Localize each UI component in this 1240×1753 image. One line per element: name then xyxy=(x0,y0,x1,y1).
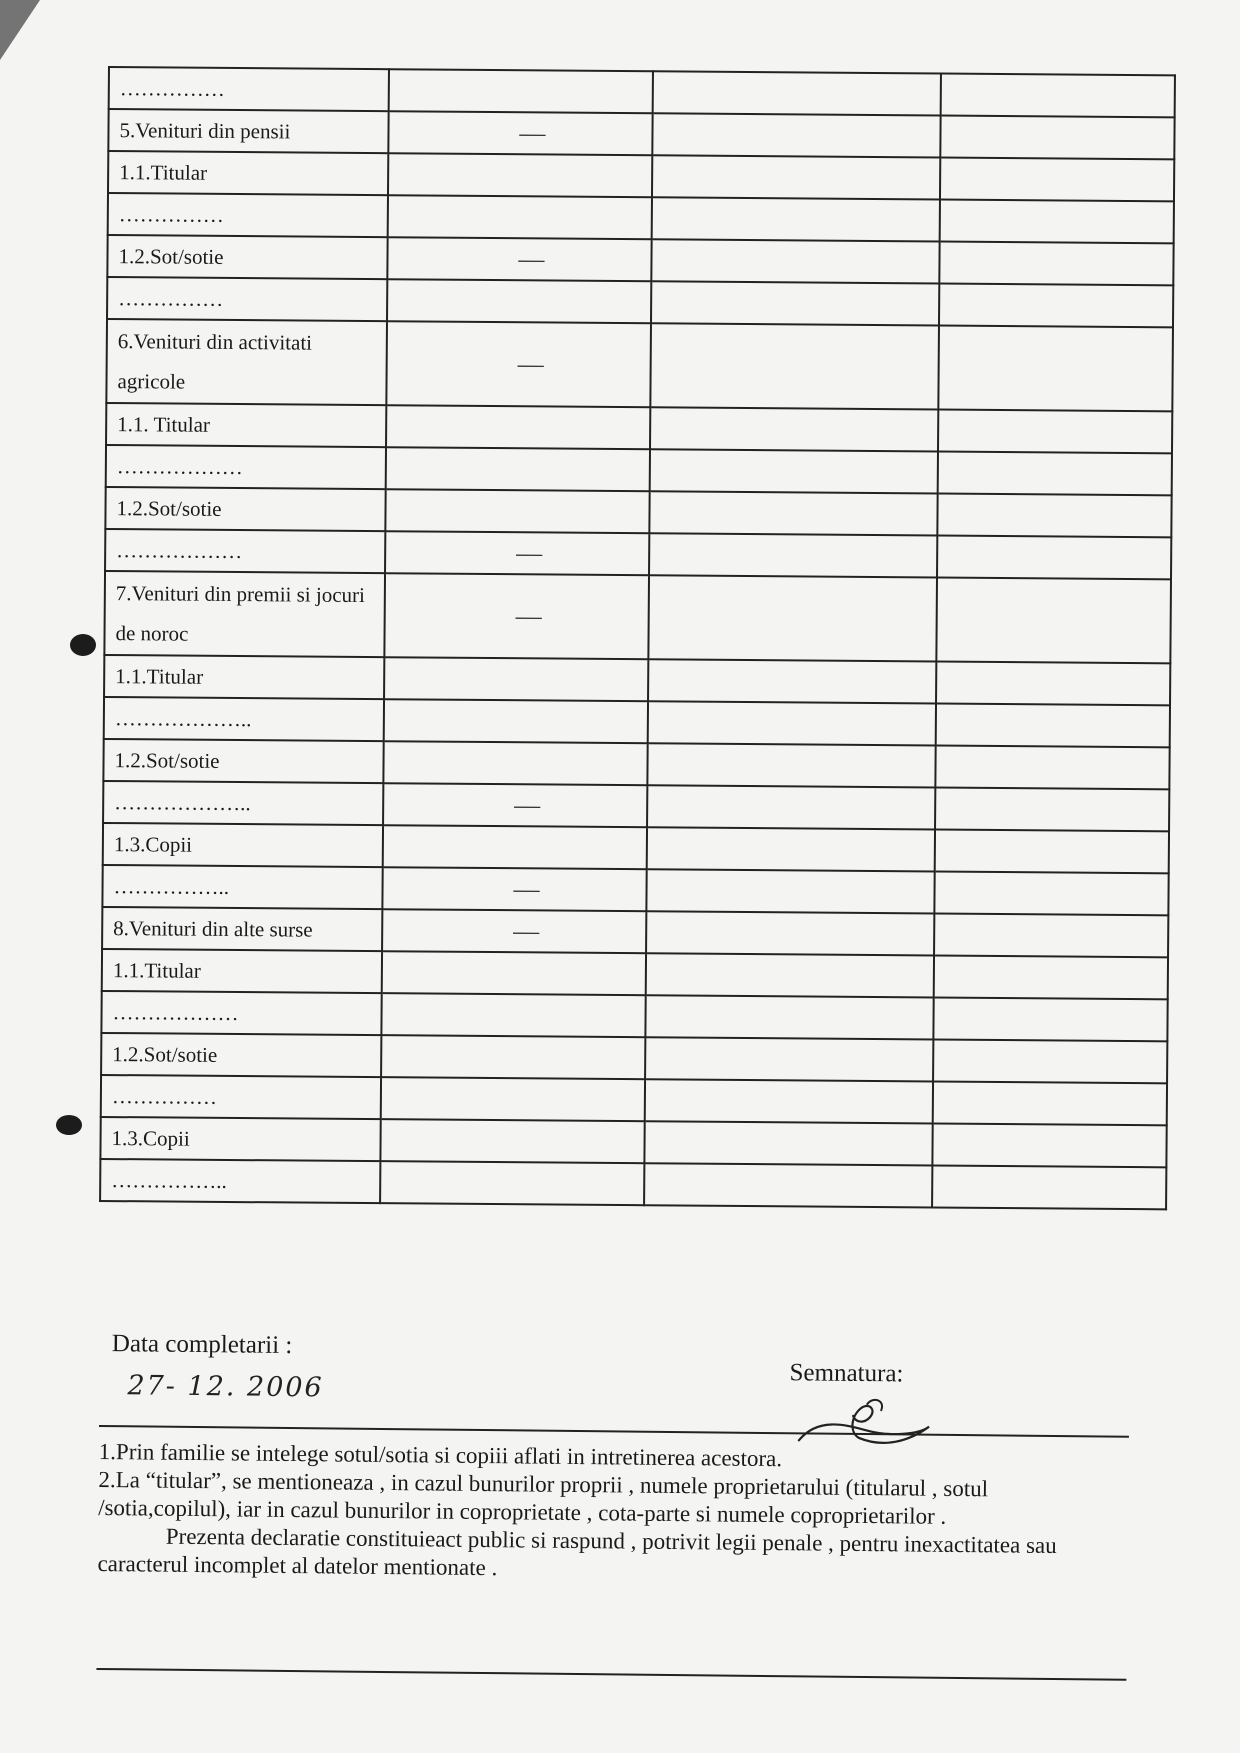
value-cell xyxy=(645,1079,933,1123)
value-cell xyxy=(650,407,938,451)
table-row xyxy=(106,319,1173,411)
value-cell xyxy=(936,704,1170,748)
value-cell xyxy=(647,785,935,829)
value-cell xyxy=(650,323,939,409)
row-label: 7.Venituri din premii si jocuri de noroc xyxy=(104,571,385,657)
value-cell xyxy=(386,447,650,491)
value-cell xyxy=(938,452,1172,496)
value-cell xyxy=(646,953,934,997)
signature-label: Semnatura: xyxy=(789,1359,904,1388)
value-cell xyxy=(938,410,1172,454)
value-cell xyxy=(645,995,933,1039)
value-cell xyxy=(385,489,649,533)
value-cell xyxy=(934,872,1168,916)
row-label: ……………… xyxy=(101,991,381,1035)
value-cell xyxy=(937,536,1171,580)
value-cell xyxy=(386,321,651,407)
value-cell xyxy=(384,573,649,659)
value-cell xyxy=(932,1166,1166,1210)
value-cell xyxy=(935,830,1169,874)
value-cell xyxy=(380,1161,644,1205)
value-cell xyxy=(644,1163,932,1207)
row-label: …………… xyxy=(108,193,388,237)
value-cell xyxy=(387,237,651,281)
value-cell xyxy=(940,158,1174,202)
value-cell xyxy=(652,155,940,199)
row-label: …………… xyxy=(109,67,389,111)
value-cell xyxy=(646,869,934,913)
row-label: 1.2.Sot/sotie xyxy=(105,487,385,531)
dash-mark: — xyxy=(513,874,540,904)
value-cell xyxy=(383,741,647,785)
row-label: 1.1.Titular xyxy=(102,949,382,993)
value-cell xyxy=(651,281,939,325)
value-cell xyxy=(932,1124,1166,1168)
value-cell xyxy=(649,491,937,535)
row-label: ……………… xyxy=(106,445,386,489)
row-label: 6.Venituri din activitati agricole xyxy=(106,319,387,405)
income-table-container xyxy=(99,66,1174,1210)
value-cell xyxy=(648,659,936,703)
row-label: ……………….. xyxy=(103,781,383,825)
row-label: 1.1.Titular xyxy=(104,655,384,699)
table-row xyxy=(100,1159,1166,1209)
table-row xyxy=(104,571,1171,663)
completion-date-value: 27- 12. 2006 xyxy=(127,1370,324,1404)
value-cell xyxy=(936,662,1170,706)
value-cell xyxy=(647,827,935,871)
value-cell xyxy=(380,1119,644,1163)
value-cell xyxy=(940,200,1174,244)
row-label: 1.1.Titular xyxy=(108,151,388,195)
value-cell xyxy=(382,909,646,953)
form-footer xyxy=(97,1330,1140,1581)
dash-mark: — xyxy=(514,790,541,820)
row-label: 1.3.Copii xyxy=(100,1117,380,1161)
row-label: …………… xyxy=(107,277,387,321)
row-label: 1.1. Titular xyxy=(106,403,386,447)
footnote-1: 1.Prin familie se intelege sotul/sotia si copiii aflati in intretinerea acestora. xyxy=(98,1438,783,1472)
value-cell xyxy=(939,284,1173,328)
completion-date-label: Data completarii : xyxy=(111,1330,293,1360)
value-cell xyxy=(381,993,645,1037)
income-table-body xyxy=(100,67,1175,1209)
row-label: 1.2.Sot/sotie xyxy=(103,739,383,783)
value-cell xyxy=(937,494,1171,538)
value-cell xyxy=(652,197,940,241)
value-cell xyxy=(384,699,648,743)
value-cell xyxy=(383,825,647,869)
value-cell xyxy=(936,578,1171,664)
row-label: 1.3.Copii xyxy=(103,823,383,867)
value-cell xyxy=(388,111,652,155)
value-cell xyxy=(933,1040,1167,1084)
value-cell xyxy=(646,911,934,955)
value-cell xyxy=(939,242,1173,286)
value-cell xyxy=(938,326,1173,412)
dash-mark: — xyxy=(515,601,542,631)
row-label: …………….. xyxy=(100,1159,380,1203)
footnote-2: 2.La “titular”, se mentioneaza , in cazul bunurilor proprii , numele proprietarului (titularul , sotul /sotia,copilul), iar in cazul bunurilor in coproprietate , cota-parte si numele coproprietarilor . xyxy=(98,1466,989,1529)
value-cell xyxy=(387,279,651,323)
row-label: 1.2.Sot/sotie xyxy=(101,1033,381,1077)
divider-line xyxy=(99,1425,1129,1438)
dash-mark: — xyxy=(516,538,543,568)
value-cell xyxy=(388,195,652,239)
ink-blot xyxy=(70,634,96,656)
value-cell xyxy=(383,783,647,827)
value-cell xyxy=(388,153,652,197)
value-cell xyxy=(644,1121,932,1165)
value-cell xyxy=(653,71,941,115)
row-label: ……………… xyxy=(105,529,385,573)
value-cell xyxy=(933,1082,1167,1126)
dash-mark: — xyxy=(519,118,546,148)
value-cell xyxy=(384,657,648,701)
declaration-text: Prezenta declaratie constituieact public si raspund , potrivit legii penale , pentru inexactitatea sau caracterul incomplet al datelor mentionate . xyxy=(97,1523,1057,1581)
value-cell xyxy=(933,998,1167,1042)
value-cell xyxy=(940,116,1174,160)
value-cell xyxy=(935,788,1169,832)
dash-mark: — xyxy=(518,244,545,274)
value-cell xyxy=(386,405,650,449)
dash-mark: — xyxy=(513,916,540,946)
income-table xyxy=(99,66,1176,1210)
value-cell xyxy=(648,701,936,745)
value-cell xyxy=(389,69,653,113)
divider-line xyxy=(96,1668,1126,1681)
value-cell xyxy=(935,746,1169,790)
row-label: …………… xyxy=(101,1075,381,1119)
value-cell xyxy=(934,956,1168,1000)
value-cell xyxy=(648,575,937,661)
row-label: ……………….. xyxy=(104,697,384,741)
value-cell xyxy=(382,951,646,995)
footnotes xyxy=(97,1438,1118,1589)
value-cell xyxy=(941,74,1175,118)
ink-blot xyxy=(56,1115,82,1135)
row-label: 1.2.Sot/sotie xyxy=(107,235,387,279)
value-cell xyxy=(385,531,649,575)
value-cell xyxy=(381,1077,645,1121)
value-cell xyxy=(382,867,646,911)
page-corner-fold xyxy=(0,0,40,60)
row-label: …………….. xyxy=(102,865,382,909)
value-cell xyxy=(651,239,939,283)
value-cell xyxy=(645,1037,933,1081)
value-cell xyxy=(650,449,938,493)
value-cell xyxy=(649,533,937,577)
row-label: 8.Venituri din alte surse xyxy=(102,907,382,951)
value-cell xyxy=(934,914,1168,958)
row-label: 5.Venituri din pensii xyxy=(108,109,388,153)
value-cell xyxy=(647,743,935,787)
value-cell xyxy=(652,113,940,157)
dash-mark: — xyxy=(517,349,544,379)
value-cell xyxy=(381,1035,645,1079)
